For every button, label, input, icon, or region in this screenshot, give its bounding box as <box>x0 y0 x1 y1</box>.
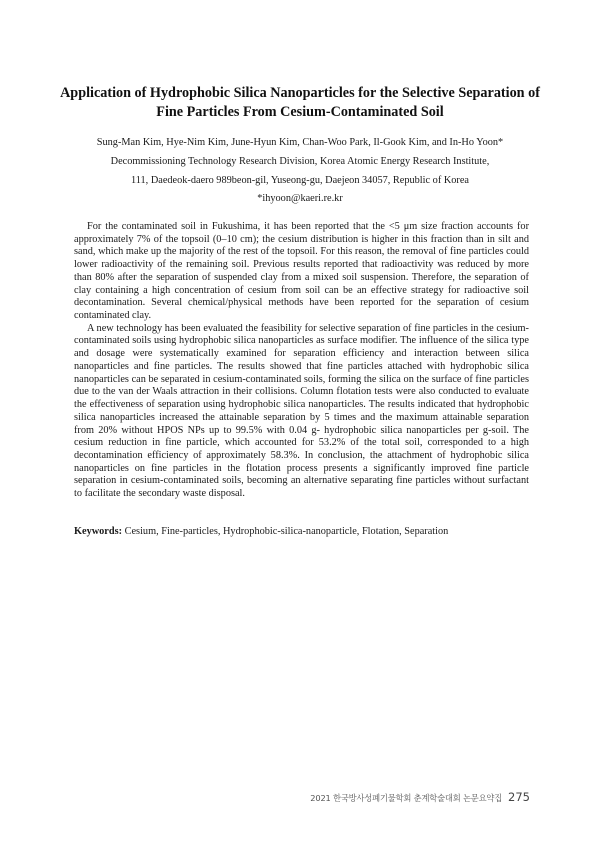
page-number: 275 <box>508 790 530 804</box>
author-list: Sung-Man Kim, Hye-Nim Kim, June-Hyun Kim, Chan-Woo Park, Il-Gook Kim, and In-Ho Yoon* <box>96 137 504 148</box>
abstract-paragraph-2: A new technology has been evaluated the feasibility for selective separation of fine particles in the cesium-contaminated soils using hydrophobic silica nanoparticles as surface modifier. The influence of the silica type and dosage were systematically examined for separation efficiency and interaction between silica nanoparticles and fine particles. The results showed that fine particles attached with hydrophobic silica nanoparticles can be separated in cesium-contaminated soils, forming the silica on the surface of fine particles due to the van der Waals attraction in their collisions. Column flotation tests were also conducted to evaluate the effectiveness of separation using hydrophobic silica nanoparticles. The results indicated that hydrophobic silica nanoparticles increased the attainable separation by 5 times and the maximum attainable separation from 20% without HPOS NPs up to 99.5% with 0.04 g- hydrophobic silica nanoparticles per g-soil. The cesium reduction in fine particle, which accounted for 53.2% of the total soil, corresponded to a high decontamination efficiency of approximately 58.3%. In conclusion, the attachment of hydrophobic silica nanoparticles on fine particles in the flotation process presents a significantly improved fine particle separation in cesium-contaminated soils, becoming an alternative separating fine particles without surfactant to facilitate the secondary waste disposal. <box>74 322 529 500</box>
affiliation-line-1: Decommissioning Technology Research Division, Korea Atomic Energy Research Institute, <box>110 156 490 167</box>
keywords <box>74 526 529 537</box>
affiliation-line-2: 111, Daedeok-daero 989beon-gil, Yuseong-gu, Daejeon 34057, Republic of Korea <box>131 175 469 186</box>
keywords-label: Keywords: <box>74 526 123 537</box>
title-line-1: Application of Hydrophobic Silica Nanoparticles for the Selective Separation of <box>60 85 540 101</box>
keywords-text: Cesium, Fine-particles, Hydrophobic-silica-nanoparticle, Flotation, Separation <box>122 526 449 537</box>
conference-name: 2021 한국방사성폐기물학회 춘계학술대회 논문요약집 <box>310 793 503 803</box>
paper-title <box>60 84 540 122</box>
title-line-2: Fine Particles From Cesium-Contaminated Soil <box>156 104 444 120</box>
page-footer <box>310 790 530 804</box>
abstract <box>74 221 529 501</box>
corresponding-email: *ihyoon@kaeri.re.kr <box>257 193 343 204</box>
abstract-paragraph-1: For the contaminated soil in Fukushima, it has been reported that the <5 μm size fraction accounts for approximately 7% of the topsoil (0–10 cm); the cesium distribution is higher in this fraction than in silt and sand, which make up the majority of the rest of the topsoil. For this reason, the removal of fine particles could lower radioactivity of the remaining soil. Previous results reported that radioactivity was reduced by more than 80% after the separation of suspended clay from a mixed soil suspension. Therefore, the separation of clay containing a high concentration of cesium from soil can be an effective strategy for radioactive soil decontamination. Several chemical/physical methods have been reported for the separation of cesium contaminated clay. <box>74 221 529 322</box>
